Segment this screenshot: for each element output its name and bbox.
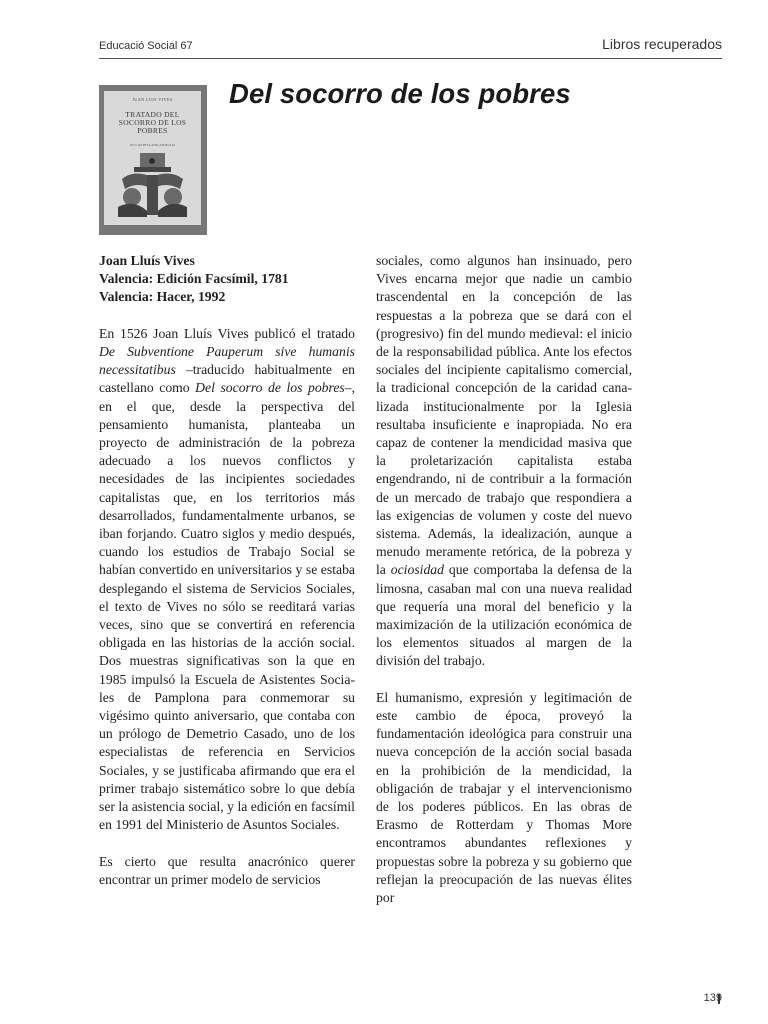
paragraph-4: El humanismo, expresión y legitimación de este cambio de época, proveyó la fundamentación ideológica para construir una nueva concepción de la acción social basada en la prohibición de la mendicidad, la obligación de trabajar y el intervencionismo de los poderes públicos. En las obras de Erasmo de Rotterdam y Thomas More encontramos abundantes reflexiones y propuestas sobre la pobreza y su gobierno que reflejan la preocupación de las nuevas élites por [376,689,632,906]
paragraph-3 [376,252,632,671]
header-rule [99,58,722,59]
byline-publisher: Valencia: Hacer, 1992 [99,289,226,305]
byline-author: Joan Lluís Vives [99,253,195,268]
p3-text-a: sociales, como algunos han insinuado, pero Vives encarna mejor que nadie un cambio trascendental en la concepción de las respuestas a la pobreza que se dará con el (progresivo) fin del mundo medieval: el inicio de la responsabilidad pública. Ante los efectos sociales del incipiente capitalismo comercial, la tradicional concepción de la caridad canalizada institucionalmente por la Iglesia resultaba insuficiente e inapropiada. No era capaz de contener la mendicidad masiva que la proletarización capitalista estaba engendrando, ni de contribuir a la formación de un mercado de trabajo que respondiera a las exigencias de volumen y coste del nuevo sistema. Además, la idealización, aunque a menudo meramente retórica, de la pobreza y la [376,253,632,578]
article-title: Del socorro de los pobres [229,78,571,109]
page-number: 139 [703,992,722,1004]
p3-emphasis: ociosidad [390,562,444,578]
paragraph-2: Es cierto que resulta anacrónico querer encontrar un primer modelo de servicios [99,853,355,887]
byline-edition: Valencia: Edición Facsímil, 1781 [99,271,289,287]
p1-work-title-castilian: Del socorro de los pobres [195,380,345,396]
cover-ornament-icon [114,149,191,219]
p1-text-e: –, en el que, desde la perspectiva del pensamiento humanista, planteaba un proyecto de administración de la pobreza adecuado a los nuevos conflictos y necesidades de las incipientes sociedades capitalistas que, en los territorios más desarrollados, fundamentalmente urbanos, se iban forjando. Cuatro siglos y medio después, cuando los estudios de Trabajo Social se habían convertido en universitarios y se estaba desplegando el sistema de Servicios Sociales, el texto de Vives no sólo se reeditará varias veces, sino que se convertirá en referencia obligada en las historias de la acción social. Dos muestras significativas son la que en 1985 impulsó la Escuela de Asistentes Sociales de Pamplona para conmemorar su vigésimo quinto aniversario, que contaba con un prólogo de Demetrio Casado, uno de los especialistas de referencia en Servicios Sociales, y se justificaba afirmando que era el primer trabajo sistemático sobre lo que debía ser la asistencia social, y la edición en facsímil en 1991 del Ministerio de Asuntos Sociales. [99,380,355,833]
book-cover-page [104,91,201,225]
byline [99,252,355,307]
p1-work-title-latin: De Subventione Pauperum sive humanis necessitatibus [99,344,355,378]
journal-name: Educació Social 67 [99,40,193,52]
paragraph-1 [99,325,355,835]
left-column [99,252,355,907]
p1-text-a: En 1526 Joan Lluís Vives publicó el tratado [99,325,355,341]
cover-subtitle: EN CASTELLANO ANTIGUO [129,143,176,147]
cover-title: TRATADO DEL SOCORRO DE LOS POBRES [118,110,187,135]
p1-text-c: –traducido habitualmente en castellano como [99,362,355,396]
right-column [376,252,632,925]
section-name: Libros recuperados [602,36,722,52]
p3-text-c: que comportaba la defensa de la limosna, casaban mal con una nueva realidad que requería una moral del beneficio y la maximización de la utilización económica de los elementos situados al margen de la división del trabajo. [376,562,632,669]
book-cover-image [99,85,207,235]
cover-author: JUAN LUIS VIVES [132,97,173,102]
